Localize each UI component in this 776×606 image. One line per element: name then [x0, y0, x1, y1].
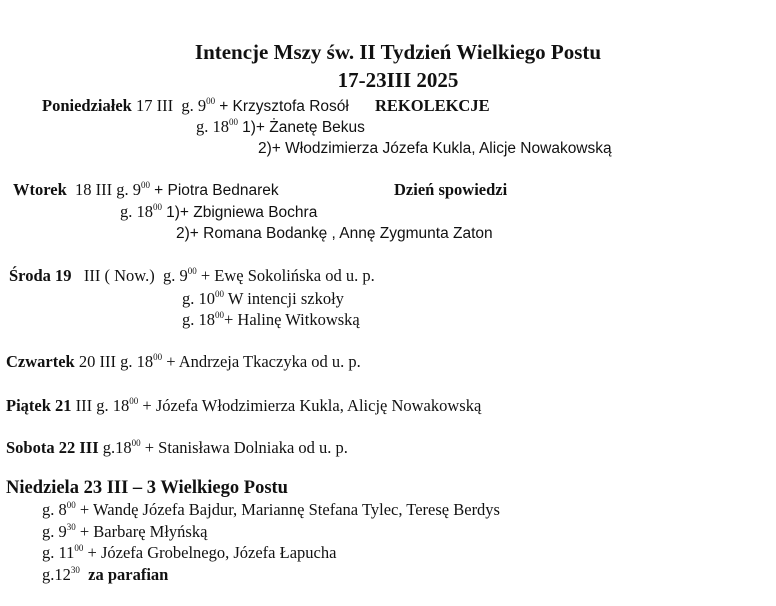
mass-time: g. $9^{30}$	[42, 522, 76, 541]
day-date: 20 III g. $18^{00}$	[78, 352, 163, 371]
intention-text: + Józefa Włodzimierza Kukla, Alicję Nowakowską	[142, 396, 482, 415]
monday-line-1	[42, 96, 490, 117]
note-dzien-spowiedzi: Dzień spowiedzi	[394, 180, 508, 199]
day-name: Poniedziałek	[42, 96, 132, 115]
intention-text: za parafian	[88, 565, 169, 584]
mass-time: $g.12^{30}$	[42, 565, 80, 584]
note-rekolekcje: REKOLEKCJE	[374, 96, 490, 115]
monday-line-3: 2)+ Włodzimierza Józefa Kukla, Alicje Nowakowską	[258, 140, 612, 157]
document-title: Intencje Mszy św. II Tydzień Wielkiego Postu	[194, 40, 602, 64]
intention-text: + Krzysztofa Rosół	[219, 98, 349, 115]
intention-text: + Andrzeja Tkaczyka od u. p.	[166, 352, 361, 371]
intention-text: + Stanisława Dolniaka od u. p.	[144, 438, 348, 457]
mass-time: g. $18^{00}$	[182, 310, 224, 329]
monday-line-2	[196, 117, 365, 138]
day-name: Środa 19	[9, 266, 72, 285]
intention-text: + Barbarę Młyńską	[79, 522, 208, 541]
day-name: Wtorek	[13, 180, 67, 199]
mass-time: g. $10^{00}$	[182, 289, 224, 308]
sunday-line-2	[42, 522, 207, 542]
tuesday-line-3: 2)+ Romana Bodankę , Annę Zygmunta Zaton	[176, 225, 493, 242]
intention-text: + Halinę Witkowską	[224, 310, 360, 329]
friday-line-1	[6, 396, 481, 416]
sunday-line-1	[42, 500, 500, 520]
tuesday-line-1	[13, 180, 279, 201]
intention-text: + Józefa Grobelnego, Józefa Łapucha	[87, 543, 337, 562]
mass-time: g. $9^{00}$	[163, 266, 197, 285]
wednesday-line-2	[182, 289, 344, 309]
mass-time: g. $18^{00}$	[120, 202, 162, 221]
day-date: 18 III g. $9^{00}$	[75, 180, 151, 199]
saturday-line-1	[6, 438, 348, 458]
day-date: 17 III	[135, 96, 174, 115]
sunday-line-4	[42, 565, 168, 585]
day-name: Piątek 21	[6, 396, 72, 415]
sunday-line-3	[42, 543, 336, 563]
mass-time: g. $8^{00}$	[42, 500, 76, 519]
intention-text: + Ewę Sokolińska od u. p.	[200, 266, 375, 285]
day-name: Czwartek	[6, 352, 75, 371]
wednesday-line-3	[182, 310, 360, 330]
day-date: $g.18^{00}$	[102, 438, 141, 457]
tuesday-line-2	[120, 202, 317, 223]
thursday-line-1	[6, 352, 361, 372]
sunday-header: Niedziela 23 III – 3 Wielkiego Postu	[6, 478, 288, 498]
day-date: III ( Now.)	[83, 266, 155, 285]
mass-time: g. $18^{00}$	[196, 117, 238, 136]
day-date: III g. $18^{00}$	[75, 396, 139, 415]
intention-text: W intencji szkoły	[227, 289, 344, 308]
mass-time: g. $9^{00}$	[181, 96, 216, 115]
wednesday-line-1	[9, 266, 375, 286]
intention-text: 1)+ Zbigniewa Bochra	[166, 204, 318, 221]
document-date-range: 17-23III 2025	[337, 68, 459, 92]
intention-text: + Wandę Józefa Bajdur, Mariannę Stefana Tylec, Teresę Berdys	[79, 500, 500, 519]
mass-time: g. $11^{00}$	[42, 543, 84, 562]
day-name: Sobota 22 III	[6, 438, 99, 457]
intention-text: + Piotra Bednarek	[154, 182, 279, 199]
intention-text: 1)+ Żanetę Bekus	[242, 119, 365, 136]
